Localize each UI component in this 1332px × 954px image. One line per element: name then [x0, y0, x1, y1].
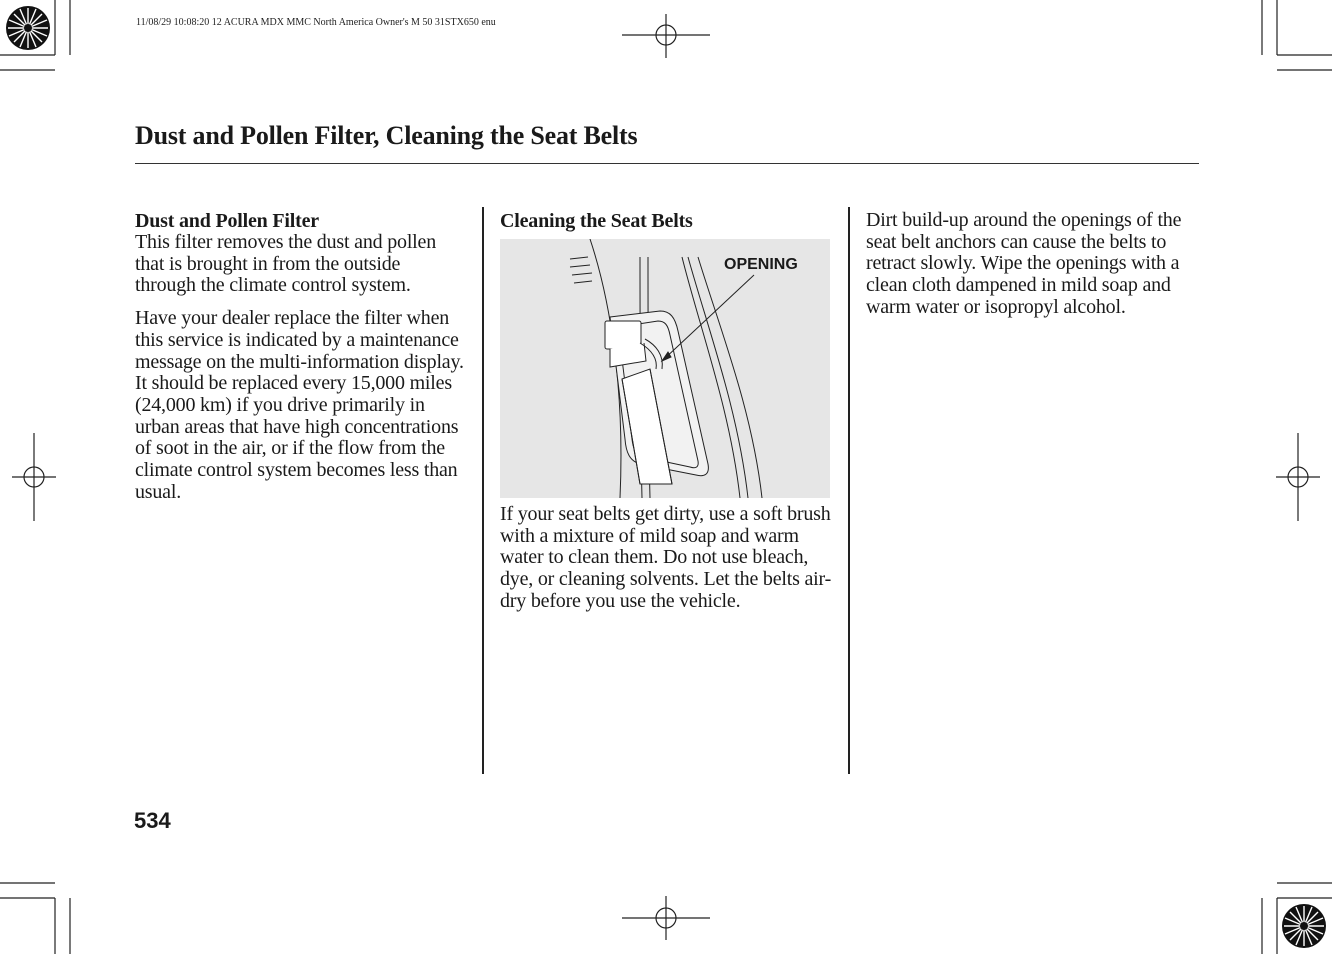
seat-belt-anchor-illustration [500, 239, 830, 498]
section-heading-dust-pollen-filter: Dust and Pollen Filter [135, 210, 319, 232]
seat-belt-drawing [500, 239, 830, 498]
paragraph: This filter removes the dust and pollen that is brought in from the outside through the climate control system. [135, 231, 437, 297]
registration-mark-bottom-right [1252, 874, 1332, 954]
registration-mark-top-left [0, 0, 80, 80]
dust-pollen-filter-section [135, 210, 465, 514]
registration-mark-top-right [1252, 0, 1332, 80]
seat-belt-cleaning-text [500, 504, 835, 624]
page-number: 534 [134, 808, 171, 833]
registration-mark-bottom-left [0, 874, 80, 954]
seat-belt-anchor-section [866, 210, 1201, 330]
print-metadata: 11/08/29 10:08:20 12 ACURA MDX MMC North America Owner's M 50 31STX650 enu [136, 17, 496, 28]
crosshair-mark-right [1276, 433, 1320, 521]
section-heading-cleaning-seat-belts: Cleaning the Seat Belts [500, 210, 693, 232]
crosshair-mark-bottom [622, 896, 710, 940]
opening-callout-label: OPENING [724, 256, 798, 273]
paragraph: Have your dealer replace the filter when this service is indicated by a maintenance message on the multi-information display. It should be replaced every 15,000 miles (24,000 km) if you drive primarily in urban areas that have high concentrations of soot in the air, or if the flow from the climate control system becomes less than usual. [135, 307, 464, 503]
paragraph: If your seat belts get dirty, use a soft brush with a mixture of mild soap and warm water to clean them. Do not use bleach, dye, or cleaning solvents. Let the belts air-dry before you use the vehicle. [500, 503, 832, 612]
column-divider-1 [482, 207, 484, 774]
column-divider-2 [848, 207, 850, 774]
page-title: Dust and Pollen Filter, Cleaning the Seat Belts [135, 121, 638, 150]
paragraph: Dirt build-up around the openings of the seat belt anchors can cause the belts to retract slowly. Wipe the openings with a clean cloth dampened in mild soap and warm water or isopropyl alcohol. [866, 209, 1182, 318]
crosshair-mark-left [12, 433, 56, 521]
crosshair-mark-top [622, 14, 710, 58]
title-divider [135, 163, 1199, 164]
cleaning-seat-belts-heading-block [500, 210, 835, 232]
